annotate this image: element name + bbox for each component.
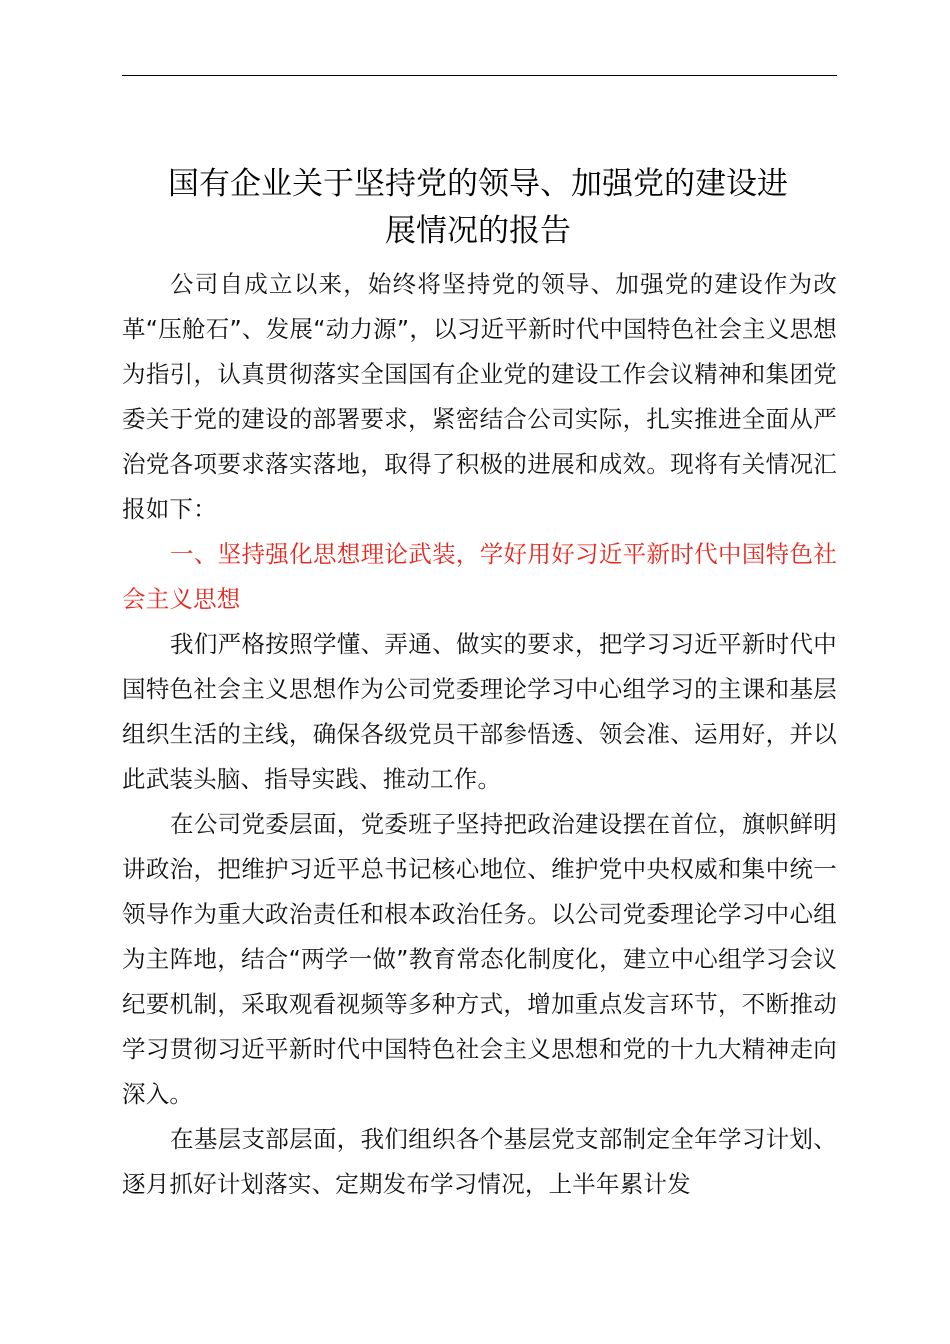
section-heading-1: 一、坚持强化思想理论武装，学好用好习近平新时代中国特色社会主义思想 xyxy=(122,540,837,613)
paragraph-3: 在基层支部层面，我们组织各个基层党支部制定全年学习计划、逐月抓好计划落实、定期发布学习情况，上半年累计发 xyxy=(122,1125,837,1198)
paragraph-2: 在公司党委层面，党委班子坚持把政治建设摆在首位，旗帜鲜明讲政治，把维护习近平总书记核心地位、维护党中央权威和集中统一领导作为重大政治责任和根本政治任务。以公司党委理论学习中心组为主阵地，结合“两学一做”教育常态化制度化，建立中心组学习会议纪要机制，采取观看视频等多种方式，增加重点发言环节，不断推动学习贯彻习近平新时代中国特色社会主义思想和党的十九大精神走向深入。 xyxy=(122,810,837,1108)
document-title xyxy=(118,161,838,255)
document-body xyxy=(122,262,837,1207)
title-line-2: 展情况的报告 xyxy=(385,212,571,249)
paragraph-1: 我们严格按照学懂、弄通、做实的要求，把学习习近平新时代中国特色社会主义思想作为公司党委理论学习中心组学习的主课和基层组织生活的主线，确保各级党员干部参悟透、领会准、运用好，并以此武装头脑、指导实践、推动工作。 xyxy=(122,630,837,793)
header-rule xyxy=(122,75,837,76)
paragraph-intro: 公司自成立以来，始终将坚持党的领导、加强党的建设作为改革“压舱石”、发展“动力源”，以习近平新时代中国特色社会主义思想为指引，认真贯彻落实全国国有企业党的建设工作会议精神和集团党委关于党的建设的部署要求，紧密结合公司实际，扎实推进全面从严治党各项要求落实落地，取得了积极的进展和成效。现将有关情况汇报如下： xyxy=(122,270,837,523)
title-line-1: 国有企业关于坚持党的领导、加强党的建设进 xyxy=(168,165,788,202)
